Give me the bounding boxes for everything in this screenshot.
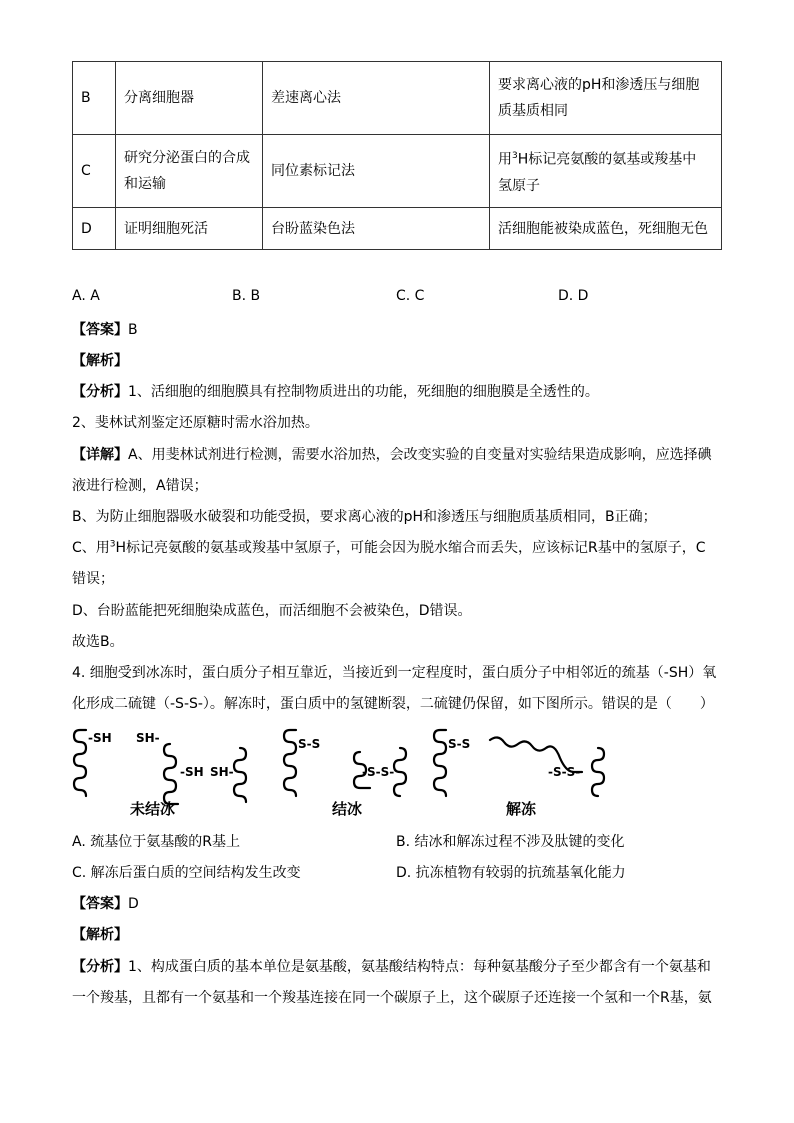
ss-label: -S-S- [548,765,581,779]
q4-stem-line-1: 4. 细胞受到冰冻时，蛋白质分子相互靠近，当接近到一定程度时，蛋白质分子中相邻近的巯基（-SH）氧 [72,665,717,681]
panel-label-thawed: 解冻 [506,800,537,818]
q3-option-a: A. A [72,288,100,304]
q4-analysis-tag: 【解析】 [72,927,128,943]
q3-conclusion: 故选B。 [72,634,124,650]
q4-option-c: C. 解冻后蛋白质的空间结构发生改变 [72,865,301,881]
row-letter: D [73,208,116,250]
row-purpose: 证明细胞死活 [116,208,263,250]
table-row [73,208,722,250]
isotope-superscript: 3 [512,151,518,162]
row-letter: C [73,135,116,208]
xiangjie-text: H标记亮氨酸的氨基或羧基中氢原子，可能会因为脱水缩合而丢失，应该标记R基中的氢原子，C [115,540,706,556]
answer-value: D [128,896,139,912]
q3-option-b: B. B [232,288,261,304]
protein-chain [234,748,246,802]
options-table [72,61,722,250]
q4-stem-line-2: 化形成二硫键（-S-S-）。解冻时，蛋白质中的氢键断裂，二硫键仍保留，如下图所示。错误的是（ ） [72,696,714,712]
q4-option-a: A. 巯基位于氨基酸的R基上 [72,834,240,850]
answer-tag: 【答案】 [72,896,128,912]
row-method: 同位素标记法 [263,135,490,208]
q4-answer [72,893,139,913]
sh-label: -SH [88,731,112,745]
row-purpose: 分离细胞器 [116,62,263,135]
row-purpose [116,135,263,208]
q3-fenxi-1 [72,381,599,401]
row-note-line: 质基质相同 [498,103,568,119]
table-row [73,135,722,208]
row-note-line: 氢原子 [498,177,540,194]
table-row [73,62,722,135]
q3-fenxi-2: 2、斐林试剂鉴定还原糖时需水浴加热。 [72,415,319,431]
row-method: 台盼蓝染色法 [263,208,490,250]
q4-fenxi-2: 一个羧基，且都有一个氨基和一个羧基连接在同一个碳原子上，这个碳原子还连接一个氢和一个R基，氨 [72,990,712,1006]
row-note [490,62,722,135]
row-note-line [498,143,713,173]
row-purpose-line: 和运输 [124,176,166,192]
ss-label: S-S [448,737,471,751]
protein-chain [434,730,446,796]
row-note [490,135,722,208]
isotope-superscript: 3 [109,539,116,550]
row-note-line: 要求离心液的pH和渗透压与细胞 [498,77,700,93]
panel-label-frozen: 结冰 [332,800,363,818]
fenxi-tag: 【分析】 [72,384,128,400]
protein-chain [74,730,86,796]
q3-xiangjie-c1 [72,537,706,557]
q3-xiangjie-a1 [72,444,712,464]
fenxi-text: 1、构成蛋白质的基本单位是氨基酸，氨基酸结构特点：每种氨基酸分子至少都含有一个氨基和 [128,959,711,975]
row-note: 活细胞能被染成蓝色，死细胞无色 [490,208,722,250]
q4-fenxi-1 [72,956,711,976]
panel-label-unfrozen: 未结冰 [130,800,176,818]
protein-freezing-diagram [70,724,630,820]
protein-chain [164,744,178,804]
q3-analysis-tag: 【解析】 [72,353,128,369]
sh-label: SH- [136,731,160,745]
q3-xiangjie-b: B、为防止细胞器吸水破裂和功能受损，要求离心液的pH和渗透压与细胞质基质相同，B正确； [72,509,657,525]
xiangjie-text: C、用 [72,540,110,556]
row-letter: B [73,62,116,135]
fenxi-tag: 【分析】 [72,959,128,975]
sh-label: -SH [180,765,204,779]
protein-chain [592,748,604,796]
row-purpose-line: 研究分泌蛋白的合成 [124,150,250,166]
q3-xiangjie-d: D、台盼蓝能把死细胞染成蓝色，而活细胞不会被染色，D错误。 [72,603,472,619]
q3-option-c: C. C [396,288,425,304]
fenxi-text: 1、活细胞的细胞膜具有控制物质进出的功能，死细胞的细胞膜是全透性的。 [128,384,599,400]
row-method: 差速离心法 [263,62,490,135]
note-text: H标记亮氨酸的氨基或羧基中 [517,151,697,168]
xiangjie-tag: 【详解】 [72,447,128,463]
ss-label: S-S [298,737,321,751]
protein-chain [284,730,296,796]
q3-xiangjie-a2: 液进行检测，A错误； [72,478,208,494]
note-text: 用 [498,151,512,168]
q3-answer [72,319,138,339]
q4-option-d: D. 抗冻植物有较弱的抗巯基氧化能力 [396,865,626,881]
answer-value: B [128,322,138,338]
ss-label: -S-S- [362,765,395,779]
protein-chain [394,748,406,796]
q3-xiangjie-c2: 错误； [72,571,114,587]
sh-label: SH- [210,765,234,779]
xiangjie-text: A、用斐林试剂进行检测，需要水浴加热，会改变实验的自变量对实验结果造成影响，应选择碘 [128,447,712,463]
q4-option-b: B. 结冰和解冻过程不涉及肽键的变化 [396,834,625,850]
q3-option-d: D. D [558,288,589,304]
answer-tag: 【答案】 [72,322,128,338]
